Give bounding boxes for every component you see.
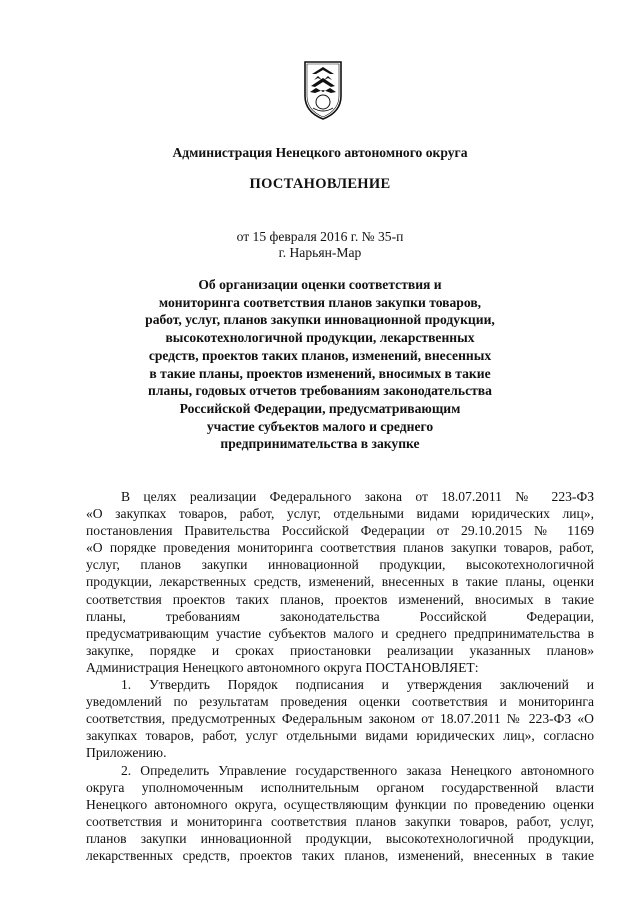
body-line: лекарственных средств, проектов таких планов, изменений, внесенных в такие <box>86 847 594 863</box>
document-city: г. Нарьян-Мар <box>278 245 362 260</box>
title-line: участие субъектов малого и среднего <box>206 418 434 434</box>
body-line: Ненецкого автономного округа, осуществляющим функции по проведению оценки <box>86 796 594 812</box>
coat-of-arms-icon <box>301 56 345 122</box>
body-line: продукции, лекарственных средств, изменений, внесенных в такие планы, оценки <box>86 574 594 590</box>
title-line: мониторинга соответствия планов закупки товаров, <box>158 294 482 310</box>
body-line: планы, требованиям законодательства Российской Федерации, <box>86 608 594 624</box>
body-line: округа уполномоченным исполнительным органом государственной власти <box>86 779 594 795</box>
body-line: предусматривающим участие субъектов малого и среднего предпринимательства в <box>86 625 594 641</box>
body-line: услуг, планов закупки инновационной продукции, высокотехнологичной <box>86 557 594 573</box>
title-line: предпринимательства в закупке <box>220 436 420 452</box>
title-line: средств, проектов таких планов, изменений, внесенных <box>148 347 492 363</box>
document-type: ПОСТАНОВЛЕНИЕ <box>249 176 391 192</box>
organization-name: Администрация Ненецкого автономного округа <box>172 145 468 160</box>
title-line: Об организации оценки соответствия и <box>198 277 442 292</box>
body-line: «О закупках товаров, работ, услуг, отдельными видами юридических лиц», <box>86 506 594 522</box>
body-line: «О порядке проведения мониторинга соответствия планов закупки товаров, работ, <box>86 540 594 556</box>
body-line: планов закупки инновационной продукции, высокотехнологичной продукции, <box>86 830 594 846</box>
body-line: соответствия и мониторинга соответствия планов закупки товаров, работ, услуг, <box>86 813 594 829</box>
title-line: планы, годовых отчетов требованиям законодательства <box>148 383 492 399</box>
body-line: Администрация Ненецкого автономного округа ПОСТАНОВЛЯЕТ: <box>86 659 479 675</box>
document-body <box>86 488 594 864</box>
body-line: соответствия, предусмотренных Федеральным законом от 18.07.2011 № 223-ФЗ «О <box>86 711 594 727</box>
body-line: 2. Определить Управление государственного заказа Ненецкого автономного <box>121 762 594 778</box>
document-date: от 15 февраля 2016 г. № 35-п <box>236 229 404 244</box>
body-line: соответствия проектов таких планов, проектов изменений, вносимых в такие <box>86 591 594 607</box>
title-line: работ, услуг, планов закупки инновационной продукции, <box>145 312 495 328</box>
title-line: в такие планы, проектов изменений, вносимых в такие <box>149 365 491 381</box>
body-line: постановления Правительства Российской Федерации от 29.10.2015 № 1169 <box>86 523 594 539</box>
body-line: закупке, порядке и сроках приостановки реализации указанных планов» <box>86 642 594 658</box>
body-line: 1. Утвердить Порядок подписания и утверждения заключений и <box>121 677 594 693</box>
title-line: Российской Федерации, предусматривающим <box>179 400 461 416</box>
body-line: уведомлений по результатам проведения оценки соответствия и мониторинга <box>86 694 594 710</box>
title-line: высокотехнологичной продукции, лекарственных <box>165 330 475 346</box>
body-line: В целях реализации Федерального закона от 18.07.2011 № 223-ФЗ <box>121 489 594 504</box>
body-line: закупках товаров, работ, услуг отдельными видами юридических лиц», согласно <box>86 728 594 744</box>
body-line: Приложению. <box>86 745 167 761</box>
document-title <box>100 276 540 453</box>
